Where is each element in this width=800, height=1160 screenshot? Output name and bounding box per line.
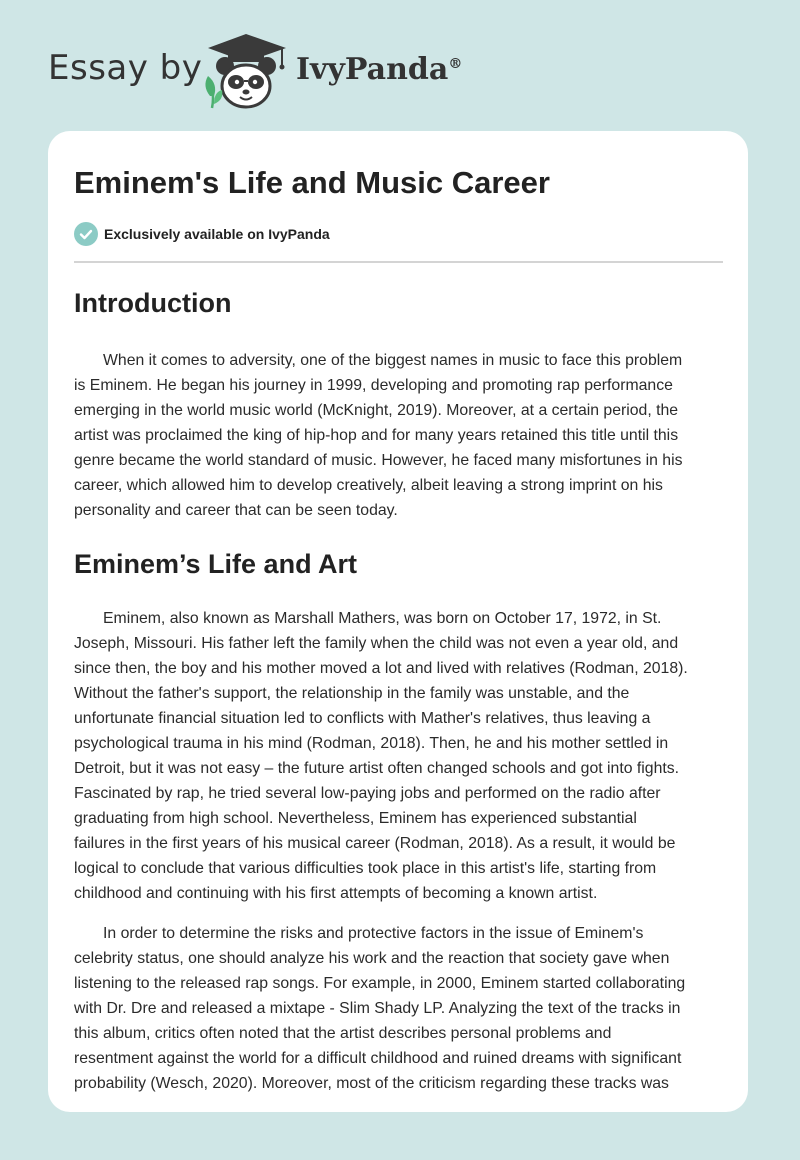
essay-body	[74, 286, 726, 1096]
text-line: Joseph, Missouri. His father left the family when the child was not even a year old, and	[74, 635, 679, 652]
check-circle-icon	[74, 222, 98, 246]
site-header	[0, 0, 800, 130]
text-line: personality and career that can be seen today.	[74, 502, 398, 519]
panda-graduate-icon[interactable]	[198, 30, 294, 112]
essay-card	[48, 131, 748, 1112]
text-line: probability (Wesch, 2020). Moreover, most of the criticism regarding these tracks was	[74, 1075, 669, 1092]
paragraph	[74, 921, 726, 1096]
text-line: childhood and continuing with his first attempts of becoming a known artist.	[74, 885, 598, 902]
text-line: celebrity status, one should analyze his work and the reaction that society gave when	[74, 950, 670, 967]
text-line: psychological trauma in his mind (Rodman, 2018). Then, he and his mother settled in	[74, 735, 669, 752]
text-line: with Dr. Dre and released a mixtape - Slim Shady LP. Analyzing the text of the tracks in	[74, 1000, 681, 1017]
paragraph	[74, 606, 726, 906]
text-line: since then, the boy and his mother moved a lot and lived with relatives (Rodman, 2018).	[74, 660, 688, 677]
text-line: listening to the released rap songs. For example, in 2000, Eminem started collaborating	[74, 975, 686, 992]
text-line: career, which allowed him to develop creatively, albeit leaving a strong imprint on his	[74, 477, 663, 494]
essay-by-label: Essay by	[48, 48, 203, 88]
text-line: unfortunate financial situation led to conflicts with Mather's relatives, thus leaving a	[74, 710, 651, 727]
text-line: failures in the first years of his musical career (Rodman, 2018). As a result, it would be	[74, 835, 676, 852]
text-line: Fascinated by rap, he tried several low-paying jobs and performed on the radio after	[74, 785, 661, 802]
badge-text: Exclusively available on IvyPanda	[104, 226, 330, 242]
section-heading: Introduction	[74, 288, 232, 318]
text-line: In order to determine the risks and protective factors in the issue of Eminem's	[103, 925, 644, 942]
text-line: logical to conclude that various difficulties took place in this artist's life, starting from	[74, 860, 657, 877]
section-heading: Eminem’s Life and Art	[74, 549, 358, 579]
text-line: resentment against the world for a difficult childhood and ruined dreams with significant	[74, 1050, 682, 1067]
divider	[74, 261, 723, 263]
text-line: Eminem, also known as Marshall Mathers, was born on October 17, 1972, in St.	[103, 610, 662, 627]
paragraph	[74, 348, 726, 523]
text-line: When it comes to adversity, one of the biggest names in music to face this problem	[103, 352, 683, 369]
text-line: emerging in the world music world (McKnight, 2019). Moreover, at a certain period, the	[74, 402, 679, 419]
registered-mark: ®	[448, 56, 463, 72]
exclusive-badge	[74, 222, 330, 246]
text-line: genre became the world standard of music. However, he faced many misfortunes in his	[74, 452, 683, 469]
text-line: Without the father's support, the relationship in the family was unstable, and the	[74, 685, 630, 702]
brand-name[interactable]: IvyPanda®	[296, 52, 463, 87]
text-line: this album, critics often noted that the artist describes personal problems and	[74, 1025, 612, 1042]
text-line: graduating from high school. Nevertheless, Eminem has experienced substantial	[74, 810, 637, 827]
text-line: artist was proclaimed the king of hip-hop and for many years retained this title until this	[74, 427, 679, 444]
text-line: Detroit, but it was not easy – the future artist often changed schools and got into fights.	[74, 760, 680, 777]
text-line: is Eminem. He began his journey in 1999, developing and promoting rap performance	[74, 377, 673, 394]
essay-title: Eminem's Life and Music Career	[74, 165, 550, 200]
